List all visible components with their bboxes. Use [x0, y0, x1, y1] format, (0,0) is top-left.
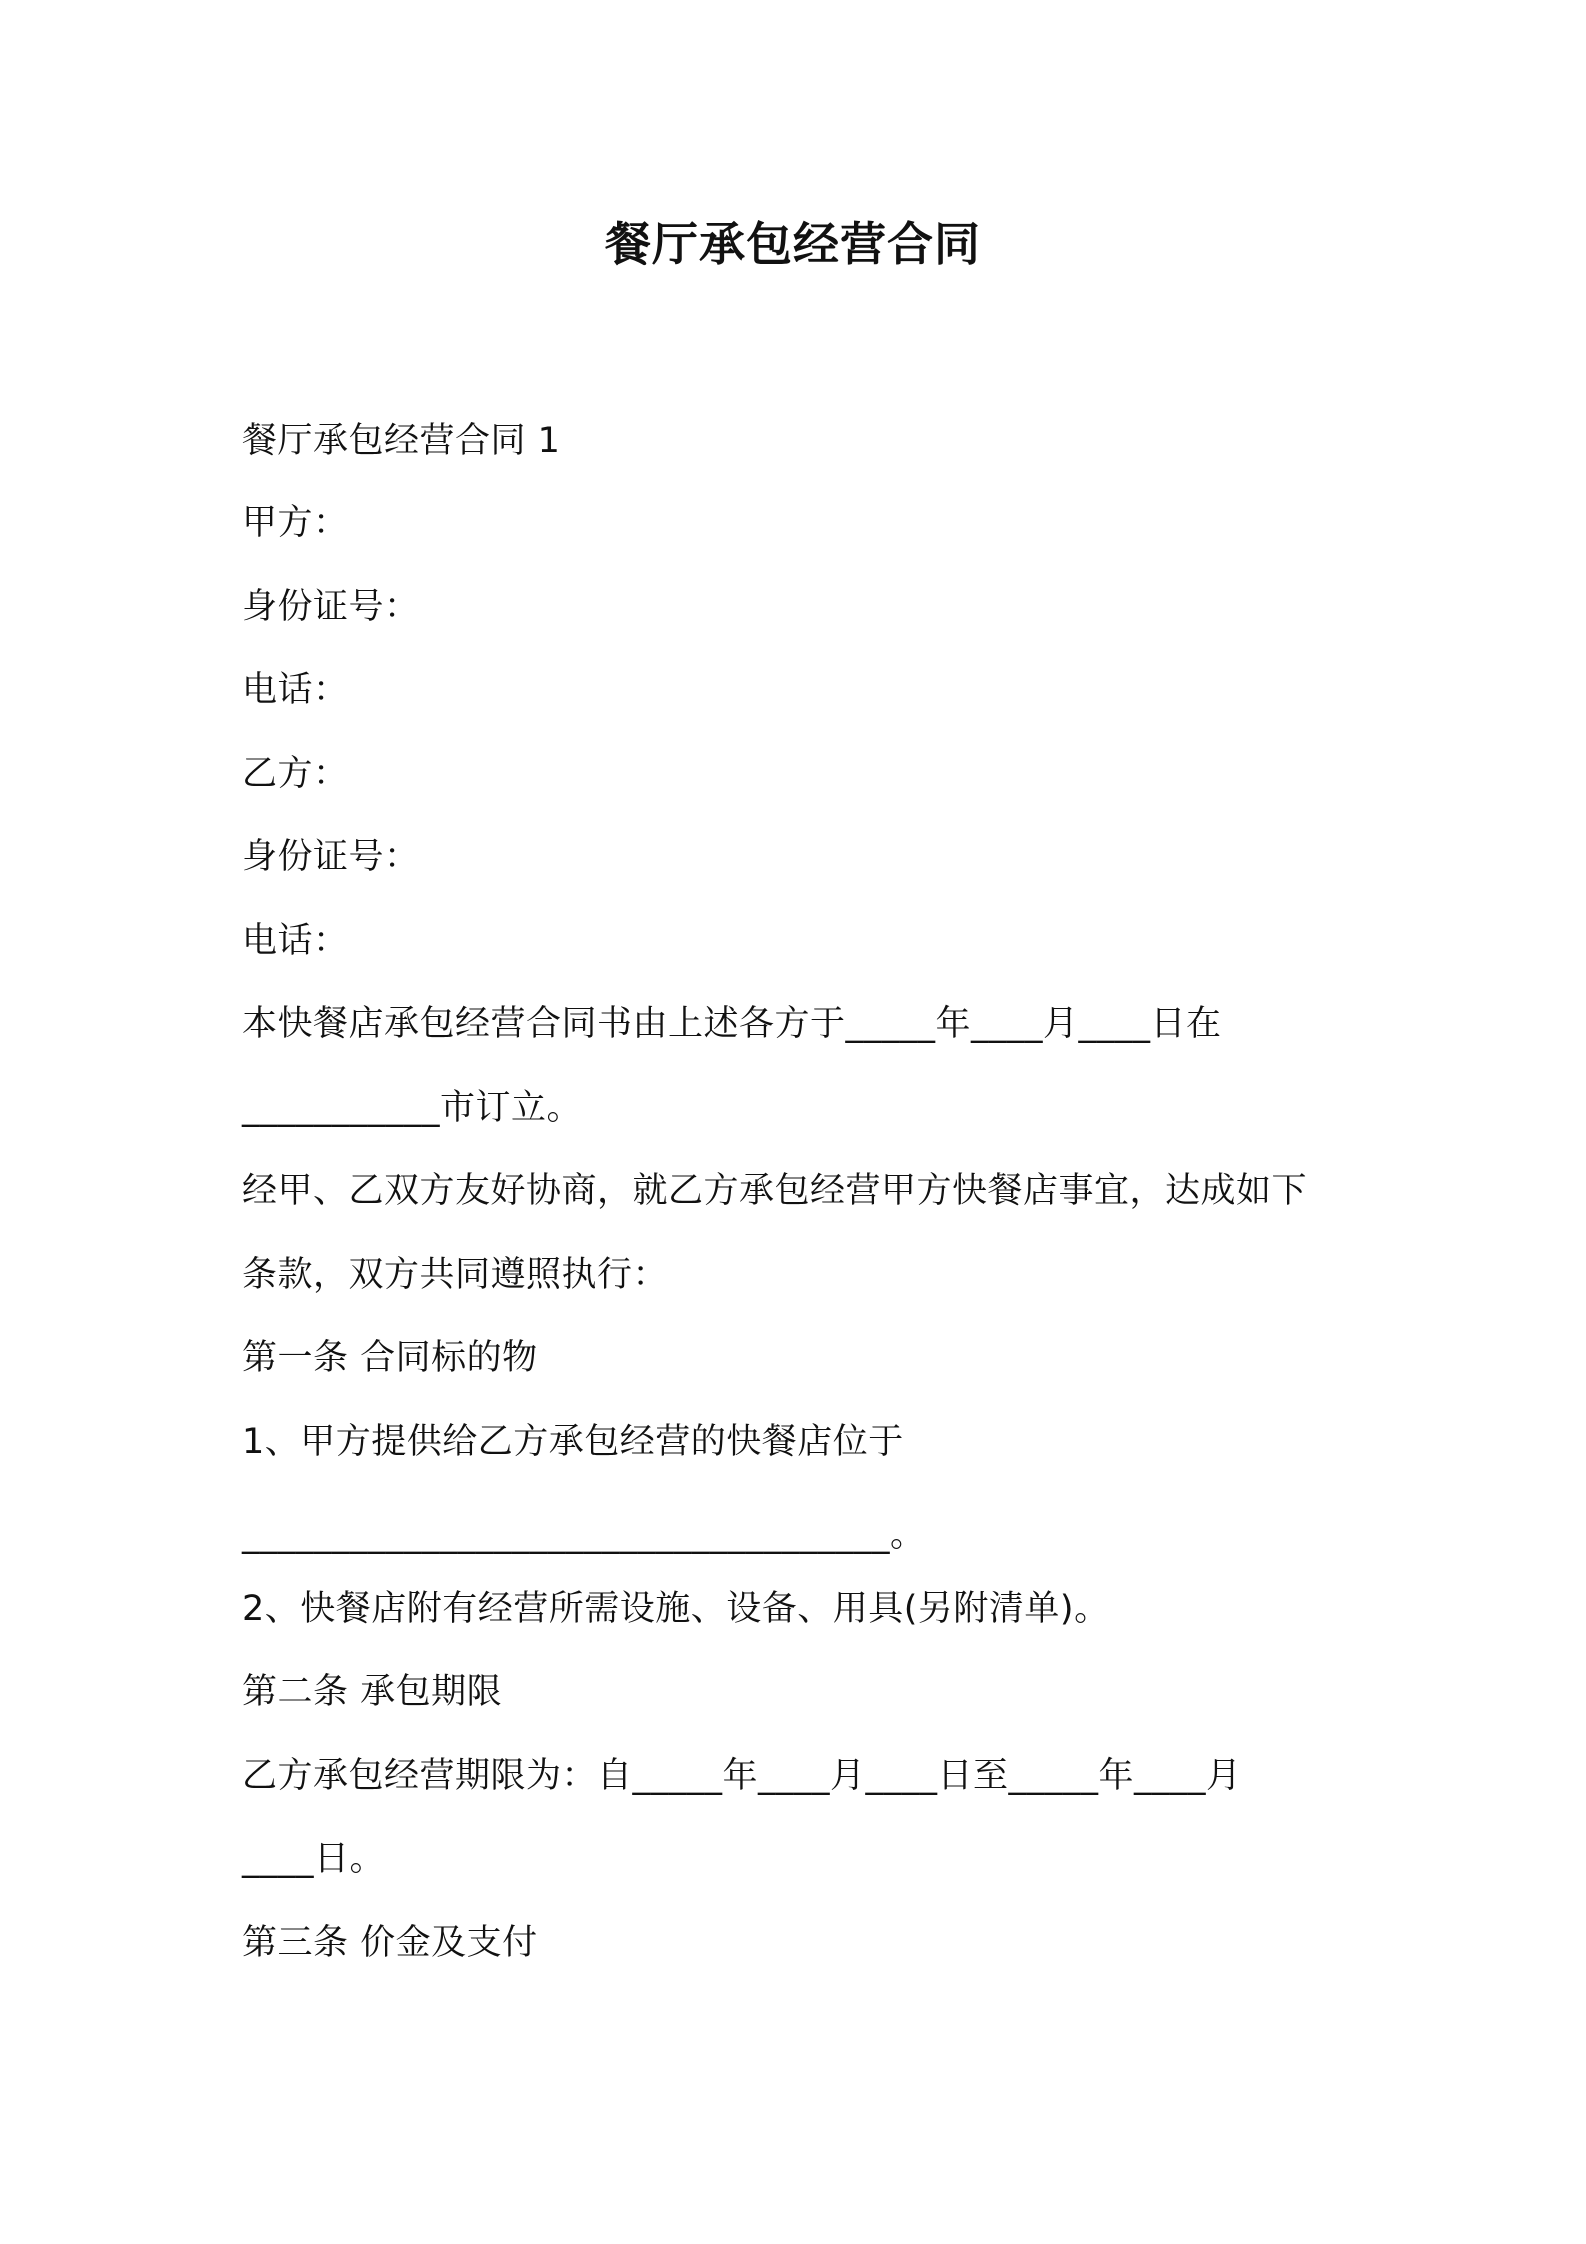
paragraph-line: 经甲、乙双方友好协商，就乙方承包经营甲方快餐店事宜，达成如下: [242, 1171, 1308, 1211]
article-heading: 第一条 合同标的物: [242, 1338, 538, 1378]
article-heading: 第二条 承包期限: [242, 1672, 503, 1712]
paragraph-line: ___________市订立。: [242, 1088, 583, 1128]
party-b-label: 乙方：: [242, 754, 349, 794]
party-b-id-label: 身份证号：: [242, 837, 420, 877]
subtitle-line: 餐厅承包经营合同 1: [242, 421, 561, 461]
party-a-id-label: 身份证号：: [242, 587, 420, 627]
party-b-phone-label: 电话：: [242, 921, 349, 961]
paragraph-line: ____________________________________。: [242, 1515, 926, 1555]
article-heading: 第三条 价金及支付: [242, 1923, 538, 1963]
paragraph-line: ____日。: [242, 1839, 386, 1879]
paragraph-line: 条款，双方共同遵照执行：: [242, 1255, 669, 1295]
party-a-phone-label: 电话：: [242, 670, 349, 710]
document-title: 餐厅承包经营合同: [605, 217, 981, 271]
paragraph-line: 2、快餐店附有经营所需设施、设备、用具(另附清单)。: [242, 1589, 1110, 1629]
paragraph-line: 乙方承包经营期限为：自_____年____月____日至_____年____月: [242, 1756, 1242, 1796]
paragraph-line: 1、甲方提供给乙方承包经营的快餐店位于: [242, 1422, 904, 1462]
paragraph-line: 本快餐店承包经营合同书由上述各方于_____年____月____日在: [242, 1004, 1222, 1044]
party-a-label: 甲方：: [242, 503, 349, 543]
